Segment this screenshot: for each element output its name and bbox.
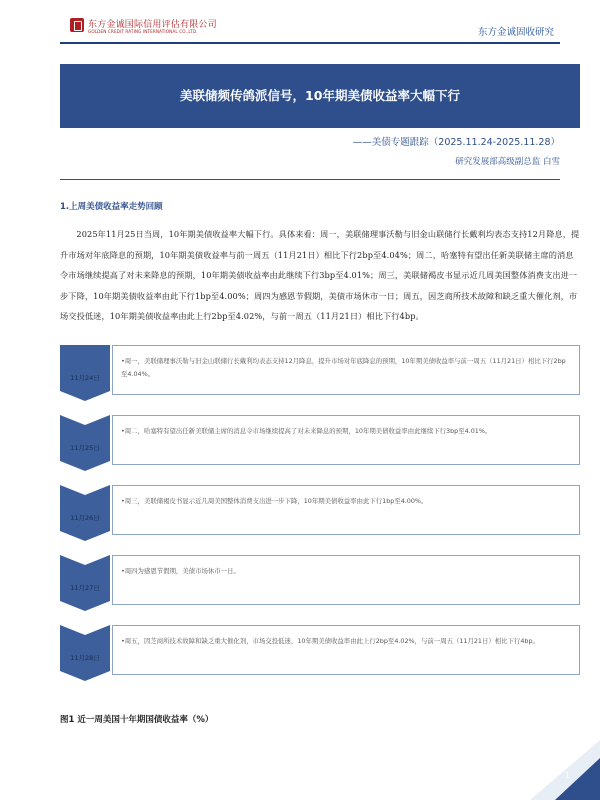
- title-banner: [60, 64, 580, 128]
- timeline-row: [60, 415, 580, 471]
- timeline-chevron: [60, 345, 110, 401]
- section-heading: 1.上周美债收益率走势回顾: [60, 202, 163, 212]
- timeline-box: [112, 345, 580, 395]
- timeline-chevron: [60, 555, 110, 611]
- page-number: 1: [564, 771, 570, 780]
- figure-caption: 图1 近一周美国十年期国债收益率（%）: [60, 715, 214, 725]
- timeline-chevron: [60, 485, 110, 541]
- timeline-box: [112, 625, 580, 675]
- timeline-box: [112, 555, 580, 605]
- timeline-row: [60, 345, 580, 401]
- timeline-text: •周一，美联储理事沃勒与旧金山联储行长戴利均表态支持12月降息，提升市场对年底降息的预期，10年期美债收益率与前一周五（11月21日）相比下行2bp至4.04%。: [121, 357, 566, 378]
- timeline-date: 11月27日: [70, 584, 100, 592]
- timeline-text: •周三，美联储褐皮书显示近几周美国整体消费支出进一步下降，10年期美债收益率由此下行1bp至4.00%。: [121, 497, 428, 505]
- title-divider: [60, 179, 560, 180]
- timeline-box: [112, 415, 580, 465]
- corner-decoration: [510, 740, 600, 800]
- timeline-date: 11月28日: [70, 654, 100, 662]
- timeline-date: 11月25日: [70, 444, 100, 452]
- logo-mark-icon: [70, 18, 84, 32]
- timeline-row: [60, 485, 580, 541]
- timeline-date: 11月24日: [70, 374, 100, 382]
- section-paragraph: 2025年11月25日当周，10年期美债收益率大幅下行。具体来看：周一，美联储理事沃勒与旧金山联储行长戴利均表态支持12月降息，提升市场对年底降息的预期，10年期美债收益率与前一周五（11月21日）相比下行2bp至4.04%；周二，哈塞特有望出任新美联储主席的消息令市场继续提高了对未来降息的预期，10年期美债收益率由此继续下行3bp至4.01%；周三，美联储褐皮书显示近几周美国整体消费支出进一步下降，10年期美债收益率由此下行1bp至4.00%；周四为感恩节假期，美债市场休市一日；周五，因芝商所技术故障和缺乏重大催化剂，市场交投低迷，10年期美债收益率由此上行2bp至4.02%，与前一周五（11月21日）相比下行4bp。: [60, 229, 580, 321]
- report-author: 研究发展部高级副总监 白雪: [455, 157, 560, 167]
- header-column-name: 东方金诚固收研究: [477, 27, 554, 38]
- timeline-text: •周二，哈塞特有望出任新美联储主席的消息令市场继续提高了对未来降息的预期，10年期美债收益率由此继续下行3bp至4.01%。: [121, 427, 492, 435]
- timeline-date: 11月26日: [70, 514, 100, 522]
- report-title: 美联储频传鸽派信号，10年期美债收益率大幅下行: [180, 88, 460, 103]
- header-divider: [60, 42, 560, 44]
- timeline-text: •周五，因芝商所技术故障和缺乏重大催化剂，市场交投低迷，10年期美债收益率由此上行2bp至4.02%，与前一周五（11月21日）相比下行4bp。: [121, 637, 539, 645]
- company-logo: [70, 18, 270, 38]
- timeline-chevron: [60, 415, 110, 471]
- logo-en-name: GOLDEN CREDIT RATING INTERNATIONAL CO.,LTD.: [88, 29, 198, 34]
- timeline-text: •周四为感恩节假期，美债市场休市一日。: [121, 567, 240, 575]
- timeline-chevron: [60, 625, 110, 681]
- timeline-box: [112, 485, 580, 535]
- timeline-row: [60, 625, 580, 681]
- logo-cn-name: 东方金诚国际信用评估有限公司: [88, 20, 217, 30]
- timeline-row: [60, 555, 580, 611]
- report-subtitle: ——美债专题跟踪（2025.11.24-2025.11.28）: [352, 137, 560, 148]
